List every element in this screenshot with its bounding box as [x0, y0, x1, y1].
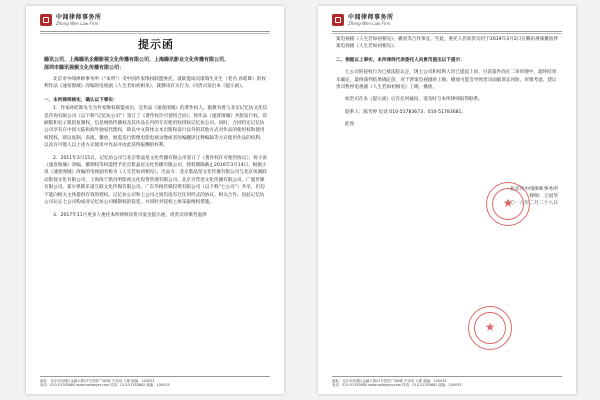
page-footer — [332, 376, 562, 388]
firm-name-cn: 中闻律师事务所 — [348, 13, 394, 21]
section-heading-2: 二、根据以上事实，本所律师代表委托人向贵司提出以下提示： — [336, 57, 465, 63]
header-rule-thin — [40, 33, 270, 34]
advice-paragraph: 七公司的侵权行为已被法院认定，现七公司和权利人均已提起上诉，目前案件尚在二审审理中，最终结果未确定，最终裁判结果确定前，对于涉案电视剧的上映、播放可能会导致贵司面临诉讼风险，审慎考虑，建议贵司暂停电视剧《人生若如初相见》上映、播放。 — [336, 70, 557, 91]
signature-block — [505, 186, 558, 207]
document-page-left — [26, 6, 284, 394]
intro-paragraph: 北京市中闻律师事务所（“本所”）受中国作家维权联盟委托，就联盟成员康瑞生先生（笔名 孙皓晖）的权利作品《速客围城》改编的电视剧《人生若如初相见》，就腾讯有关行为，向贵司发出本《提示函》。 — [44, 77, 266, 90]
firm-name-en: Zhong Wen Law Firm — [348, 20, 391, 26]
firm-logo — [332, 14, 394, 26]
letterhead — [40, 14, 270, 32]
section-heading-1: 一、本所律师核实，确认以下事实： — [44, 97, 118, 103]
closing-phrase: 此致 — [345, 122, 355, 128]
signing-firm: 北京市中闻律师事务所 — [510, 187, 558, 192]
footer-address: 地址：北京市西城区金融大街27号投资广场B座 中电话 大厦 邮编：100033 — [40, 379, 155, 383]
fact-paragraph-3: 3．2017年11月更多人委托本所律师向贵司发送提示函，请贵司审慎考虑涉 — [53, 212, 207, 218]
firm-logo-icon — [40, 14, 52, 26]
addressee-line-1: 腾讯公司、上海腾讯企鹅影视文化传播有限公司、上海腾讯影业文化传播有限公司、 — [44, 57, 230, 63]
header-rule — [40, 31, 270, 32]
contact-person: 联系人：陈雪婷 电话 010-51783673；010-51783681。 — [345, 109, 467, 115]
firm-logo — [40, 14, 102, 26]
header-rule-thin — [332, 33, 562, 34]
fact-paragraph-2: 2．2011年3月15日，记忆坊公司与北京紫晶星文化传播有限公司签订了《著作权许可使用协议》，将小说《速客围城》改编、摄制权等权能授予北京紫晶星文化传播有限公司，授权期限截止2016年3月14日。根据小说《速客围城》改编的电视剧名称为《人生若如初相见》，出品方：北京紫晶星文化传播有限公司与北京凤凰联动影视文化有限公司、上海海宁新昌明影视文化投资管理有限公司、北京百营壹文化传播有限公司、广厦传媒有限公司、霍尔果斯乐道互联文化传媒有限公司、广东华格传媒投资有限公司（以下称“七公司”）共享，但均不能向相关主体提供有效的授权。记忆坊公司和七公司之间均没有过任何形式的协议、相关合作。因此记忆坊公司认定七公司构成对记忆坊公司摄制权的侵犯，并同时对侵权主体采取维权措施。 — [44, 155, 268, 206]
page-footer — [40, 376, 270, 388]
letter-body — [44, 36, 268, 372]
header-rule — [332, 31, 562, 32]
footer-contact: 电话：010-51783680 www.zwlawyer.com 传真：010-51783682 邮编：100033 — [332, 383, 462, 387]
continued-paragraph: 案电视剧《人生若如初相见》、播放等合作事宜。至此，委托人仍知贵司仍于2019年3月2日在腾讯视频播放涉案电视剧《人生若如初相见》。 — [336, 37, 558, 50]
letter-date: 二〇一八年二月二十八日 — [505, 201, 558, 206]
fact-paragraph-1: 1．作家孙皓晖先生为作家维权联盟成员，是作品《速客围城》的著作权人。据教书香与北京记忆坊文化信息咨询有限公司（以下称“记忆坊公司”）签订了《著作权许可使用合同》，将作品《速客围城》共版发行权、印刷版和电子版的复制权、信息网络传播权及其作品在内的专有使用权授权记忆坊公司。同时，合同约定记忆坊公司享有在中国大陆和海外独家代理权，除以中文简体文本出版和发行以外的其他方式对作品的使用权和使用权授权，即以复制、表演、播放、展览发行影像电影电视录像或者改编翻译注释编辑等方式使用作品的权利，以及许可他人以上述方式使用中作品并由此获得报酬的权利。 — [44, 106, 268, 149]
firm-seal-icon-2 — [468, 306, 512, 350]
firm-logo-icon — [332, 14, 344, 26]
footer-address: 地址：北京市西城区金融大街27号投资广场B座 中电话 大厦 邮编：100033 — [332, 379, 447, 383]
firm-name-en: Zhong Wen Law Firm — [56, 20, 99, 26]
document-page-right — [318, 6, 576, 394]
firm-name-cn: 中闻律师事务所 — [56, 13, 102, 21]
letterhead — [332, 14, 562, 32]
letter-title: 提示函 — [138, 38, 174, 51]
addressee-line-2: 深圳市腾讯视频文化传播有限公司： — [44, 65, 125, 71]
contact-paragraph: 如贵司在本《提示函》后有任何疑问，请及时与本所律师取得联系。 — [345, 97, 483, 103]
footer-contact: 电话：010-51783680 www.zwlawyer.com 传真：010-51783682 邮编：100033 — [40, 383, 170, 387]
signing-lawyer: 律师：王国华 — [529, 194, 558, 199]
